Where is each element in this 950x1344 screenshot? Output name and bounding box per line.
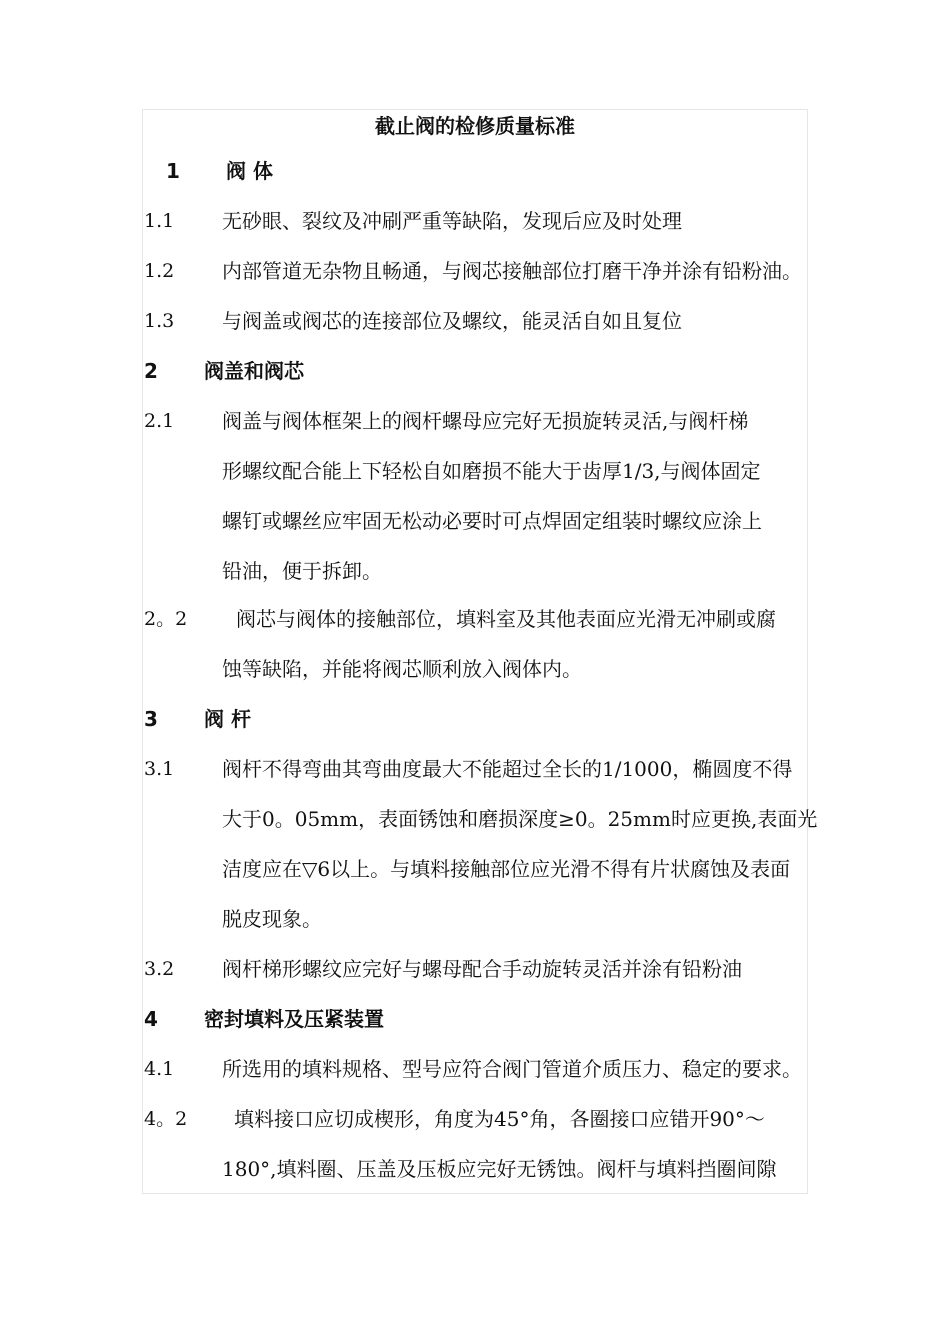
body-text-line: 所选用的填料规格、型号应符合阀门管道介质压力、稳定的要求。 — [222, 1057, 802, 1081]
body-text-line: 阀盖与阀体框架上的阀杆螺母应完好无损旋转灵活,与阀杆梯 — [222, 409, 749, 433]
body-text-line: 蚀等缺陷，并能将阀芯顺利放入阀体内。 — [222, 657, 582, 681]
body-text-line: 铅油，便于拆卸。 — [222, 559, 382, 583]
section-number: 1.2 — [144, 260, 175, 282]
body-text-line: 与阀盖或阀芯的连接部位及螺纹，能灵活自如且复位 — [222, 309, 682, 333]
section-heading: 阀 体 — [226, 159, 273, 183]
section-heading: 密封填料及压紧装置 — [204, 1007, 384, 1031]
section-heading: 阀盖和阀芯 — [204, 359, 304, 383]
section-number: 1 — [166, 159, 180, 183]
section-number: 1.1 — [144, 210, 175, 232]
section-number: 3.2 — [144, 958, 175, 980]
body-text-line: 内部管道无杂物且畅通，与阀芯接触部位打磨干净并涂有铅粉油。 — [222, 259, 802, 283]
body-text-line: 形螺纹配合能上下轻松自如磨损不能大于齿厚1/3,与阀体固定 — [222, 459, 761, 483]
document-title: 截止阀的检修质量标准 — [375, 114, 575, 138]
section-number: 4.1 — [144, 1058, 175, 1080]
body-text-line: 阀杆不得弯曲其弯曲度最大不能超过全长的1/1000，椭圆度不得 — [222, 757, 793, 781]
body-text-line: 洁度应在▽6以上。与填料接触部位应光滑不得有片状腐蚀及表面 — [222, 857, 791, 881]
section-number: 2。2 — [144, 608, 188, 630]
body-text-line: 螺钉或螺丝应牢固无松动必要时可点焊固定组装时螺纹应涂上 — [222, 509, 762, 533]
section-number: 2 — [144, 359, 158, 383]
section-number: 4 — [144, 1007, 158, 1031]
body-text-line: 填料接口应切成楔形，角度为45°角，各圈接口应错开90°～ — [234, 1107, 765, 1131]
section-number: 3 — [144, 707, 158, 731]
section-number: 1.3 — [144, 310, 175, 332]
body-text-line: 180°,填料圈、压盖及压板应完好无锈蚀。阀杆与填料挡圈间隙 — [222, 1157, 777, 1181]
body-text-line: 脱皮现象。 — [222, 907, 322, 931]
body-text-line: 大于0。05mm，表面锈蚀和磨损深度≥0。25mm时应更换,表面光 — [222, 807, 818, 831]
section-number: 4。2 — [144, 1108, 188, 1130]
section-heading: 阀 杆 — [204, 707, 251, 731]
body-text-line: 阀芯与阀体的接触部位，填料室及其他表面应光滑无冲刷或腐 — [236, 607, 776, 631]
section-number: 2.1 — [144, 410, 175, 432]
section-number: 3.1 — [144, 758, 175, 780]
body-text-line: 阀杆梯形螺纹应完好与螺母配合手动旋转灵活并涂有铅粉油 — [222, 957, 742, 981]
body-text-line: 无砂眼、裂纹及冲刷严重等缺陷，发现后应及时处理 — [222, 209, 682, 233]
